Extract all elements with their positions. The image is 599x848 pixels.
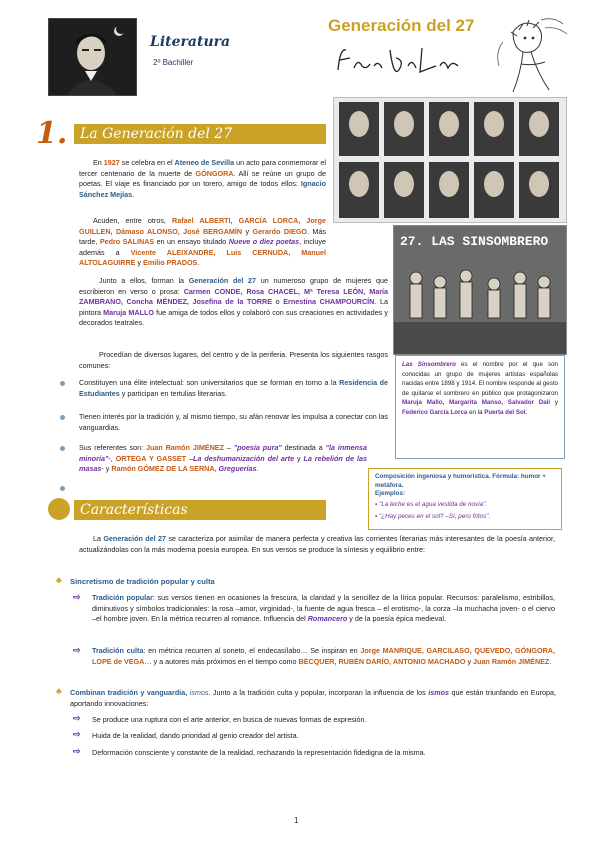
bullet-item-3 [79, 443, 367, 475]
section-2-title: Características [74, 500, 326, 520]
sinsombrero-image-title: 27. LAS SINSOMBRERO [400, 234, 549, 249]
arrow-bullet-icon: ⇨ [73, 746, 81, 756]
item-1-sub-2 [92, 646, 555, 667]
text-run: ismos [428, 688, 449, 697]
text-run: -, [108, 453, 116, 463]
text-run: Maruja Mallo, Margarita Manso, Salvador Dalí [402, 399, 551, 407]
greguerias-example-1: ▪ "La leche es el agua vestida de novia". [375, 501, 488, 508]
text-run: . [256, 464, 259, 474]
text-run: Maruja MALLO [103, 307, 154, 317]
topic-title: Generación del 27 [328, 16, 475, 35]
text-run: se celebra en el [119, 158, 175, 167]
text-run: – [186, 453, 194, 463]
text-run: . Más tarde, [79, 226, 327, 247]
text-run: , [214, 464, 219, 474]
club-bullet-icon: ♣ [56, 575, 62, 585]
text-run: . [525, 408, 528, 416]
greguerias-info-box [368, 468, 562, 530]
text-run: . La pintora [79, 297, 388, 317]
text-run: : sus versos tienen en ocasiones la frescura, la claridad y la sencillez de la lírica popular. Recursos: paralelismo, estribillos, diminutivos y símbolos tradicionales: la rosa –amor, virginidad-, la fuente de agua fresca – el erotismo-, la corza –la muchacha joven- o el ciervo –el hombre joven. En la métrica recurren al romance. Influencia del [92, 593, 555, 624]
text-run: , incluye además a [79, 237, 326, 257]
bullet-item-1 [79, 378, 388, 399]
text-run: . Allí se reúne un grupo de poetas. El viaje es financiado por un torero, amigo de todos ellos: [79, 168, 326, 189]
lorca-sketch-image [483, 12, 571, 100]
text-run: Tradición culta [92, 646, 144, 655]
item-2-sub-3: Deformación consciente y constante de la realidad, rechazando la representación fidedigna de la misma. [92, 748, 426, 757]
text-run: Emilio PRADOS [143, 258, 198, 268]
text-run: - y [101, 464, 112, 474]
text-run: En [93, 158, 104, 167]
section-title: La Generación del 27 [74, 124, 326, 144]
poets-photo-grid [333, 97, 567, 223]
text-run: ismos [189, 688, 209, 697]
text-run: un numeroso grupo de mujeres que escribieron en verso o prosa: [79, 276, 389, 296]
text-run: que están triunfando en Europa, aportando innovaciones: [70, 688, 556, 708]
text-run: Sus referentes son: [79, 443, 146, 452]
text-run: Acuden, entre otros, [93, 216, 172, 225]
text-run: Pedro SALINAS [99, 237, 155, 247]
paragraph-1 [79, 158, 326, 200]
arrow-bullet-icon: ⇨ [73, 713, 81, 723]
arrow-bullet-icon: ⇨ [73, 645, 81, 655]
text-run: un acto para conmemorar el tercer centenario de la muerte de [79, 158, 326, 178]
text-run: fue amiga de todos ellos y colaboró con sus creaciones en actividades y decorados teatrales. [79, 307, 388, 328]
section-2-marker [48, 498, 70, 520]
subject-title: Literatura [150, 34, 231, 50]
text-run: Tradición popular [92, 593, 153, 602]
item-2-title [70, 688, 556, 709]
text-run: Las Sinsombrero [402, 361, 456, 368]
text-run: ORTEGA Y GASSET [115, 453, 187, 463]
text-run: "la inmensa minoría" [79, 443, 367, 463]
club-bullet-icon: ♣ [56, 686, 62, 696]
text-run: GÓNGORA [195, 168, 234, 178]
paragraph-3 [79, 276, 388, 329]
item-1-title: Sincretismo de tradición popular y culta [70, 577, 215, 586]
bullet-dot [60, 381, 65, 386]
paragraph-2 [79, 216, 326, 269]
text-run: en un ensayo titulado [154, 237, 229, 247]
text-run: Juan Ramón JIMÉNEZ [145, 443, 224, 452]
item-2-sub-2: Huida de la realidad, dando prioridad al genio creador del artista. [92, 731, 299, 740]
portrait-photo [48, 18, 137, 96]
text-run: Carmen CONDE, Rosa CHACEL, Mª Teresa LEÓN, María ZAMBRANO, Concha MÉNDEZ, Josefina de la TORRE [79, 286, 388, 307]
text-run: . [197, 258, 200, 268]
text-run: Generación del 27 [103, 534, 166, 543]
greguerias-example-2: ▪ "¿Hay peces en el sol? –Sí, pero fritos". [375, 513, 491, 520]
text-run: Ramón GÓMEZ DE LA SERNA [111, 464, 215, 474]
text-run: La rebelión de las masas [79, 453, 367, 474]
text-run: se caracteriza por asimilar de manera perfecta y creativa las corrientes literarias más interesantes de la poesía anterior, actualizándolas con la más moderna poesía europea. En sus versos se produce la síntesis y equilibrio entre: [79, 534, 555, 554]
text-run: Rafael ALBERTI, GARCÍA LORCA, Jorge GUILLEN, Dámaso ALONSO, José BERGAMÍN [79, 216, 326, 236]
text-run: y [465, 656, 474, 666]
text-run: Nueve o diez poetas [228, 237, 300, 247]
text-run: y [242, 226, 253, 236]
text-run: y [550, 399, 558, 407]
example-text: "La leche es el agua vestida de novia". [378, 501, 488, 508]
text-run: y [294, 453, 304, 463]
text-run: Puerta del Sol [484, 408, 526, 416]
arrow-bullet-icon: ⇨ [73, 729, 81, 739]
text-run: . [132, 189, 135, 199]
text-run: Vicente ALEIXANDRE, Luis CERNUDA, Manuel ALTOLAGUIRRE [79, 247, 326, 268]
text-run: y [135, 258, 144, 268]
section-number: 1. [36, 116, 68, 151]
text-run: 1927 [103, 158, 120, 167]
greguerias-heading: Composición ingeniosa y humorística. Fórmula: humor + metáfora. [375, 473, 546, 489]
greguerias-examples-label: Ejemplos: [375, 490, 406, 497]
text-run: … y a autores más próximos en el tiempo como [144, 656, 299, 666]
text-run: Generación del 27 [188, 276, 257, 285]
paragraph-4: Procedían de diversos lugares, del centro y de la periferia. Presenta los siguientes rasgos comunes: [79, 350, 388, 370]
example-text: "¿Hay peces en el sol? –Sí, pero fritos". [378, 513, 491, 520]
text-run: : en métrica recurren al soneto, el endecasílabo… Se inspiran en [143, 646, 361, 655]
text-run: Combinan tradición y vanguardia, [70, 688, 190, 697]
text-run: Tienen interés por la tradición y, al mismo tiempo, su afán renovar les impulsa a conectar con las vanguardias. [79, 412, 388, 432]
signature-image [334, 40, 466, 80]
text-run: en la [467, 408, 485, 416]
text-run: Romancero [307, 614, 348, 624]
arrow-bullet-icon: ⇨ [73, 592, 81, 602]
text-run: Ernestina CHAMPOURCÍN [283, 297, 375, 307]
text-run: Juan Ramón JIMÉNEZ [473, 656, 550, 666]
text-run: destinada a [281, 443, 326, 452]
course-label: 2º Bachiller [153, 58, 194, 67]
bullet-dot [60, 486, 65, 491]
text-run: . Junto a la tradición culta y popular, incorporan la influencia de los [208, 688, 429, 697]
text-run: Residencia de Estudiantes [79, 378, 389, 398]
page-number: 1 [294, 816, 299, 825]
sinsombrero-text [402, 360, 558, 418]
text-run: Ateneo de Sevilla [174, 158, 235, 167]
text-run: La [93, 534, 104, 543]
text-run: "poesía pura" [233, 443, 282, 452]
text-run: Ignacio Sánchez Mejías [79, 179, 326, 199]
bullet-dot [60, 415, 65, 420]
text-run: – [223, 443, 234, 452]
bullet-dot [60, 446, 65, 451]
bullet-item-2 [79, 412, 388, 433]
text-run: y participan en tertulias literarias. [119, 388, 227, 398]
text-run: Greguerías [218, 464, 257, 474]
text-run: o [271, 297, 284, 307]
text-run: es el nombre por el que son conocidas un grupo de mujeres artistas españolas nacidas entre 1898 y 1914. El nombre responde al gesto de quitarse el sombrero en público que protagonizaron [402, 361, 558, 397]
text-run: . [549, 656, 552, 666]
item-2-sub-1: Se produce una ruptura con el arte anterior, en busca de nuevas formas de expresión. [92, 715, 367, 724]
text-run: Junto a ellos, forman la [99, 276, 189, 285]
item-1-sub-1 [92, 593, 555, 625]
sinsombrero-info-box [395, 355, 565, 459]
text-run: Constituyen una élite intelectual: son universitarios que se forman en torno a la [79, 378, 340, 387]
text-run: Jorge MANRIQUE, GARCILASO, QUEVEDO, GÓNGORA, LOPE de VEGA [92, 646, 555, 666]
text-run: La deshumanización del arte [193, 453, 295, 463]
text-run: Gerardo DIEGO [252, 226, 308, 236]
sinsombrero-illustration [393, 225, 567, 355]
text-run: y de la poesía épica medieval. [347, 614, 446, 624]
text-run: BÉCQUER, RUBÉN DARÍO, ANTONIO MACHADO [298, 656, 466, 666]
section-2-intro [79, 534, 555, 555]
text-run: Federico García Lorca [402, 408, 468, 416]
